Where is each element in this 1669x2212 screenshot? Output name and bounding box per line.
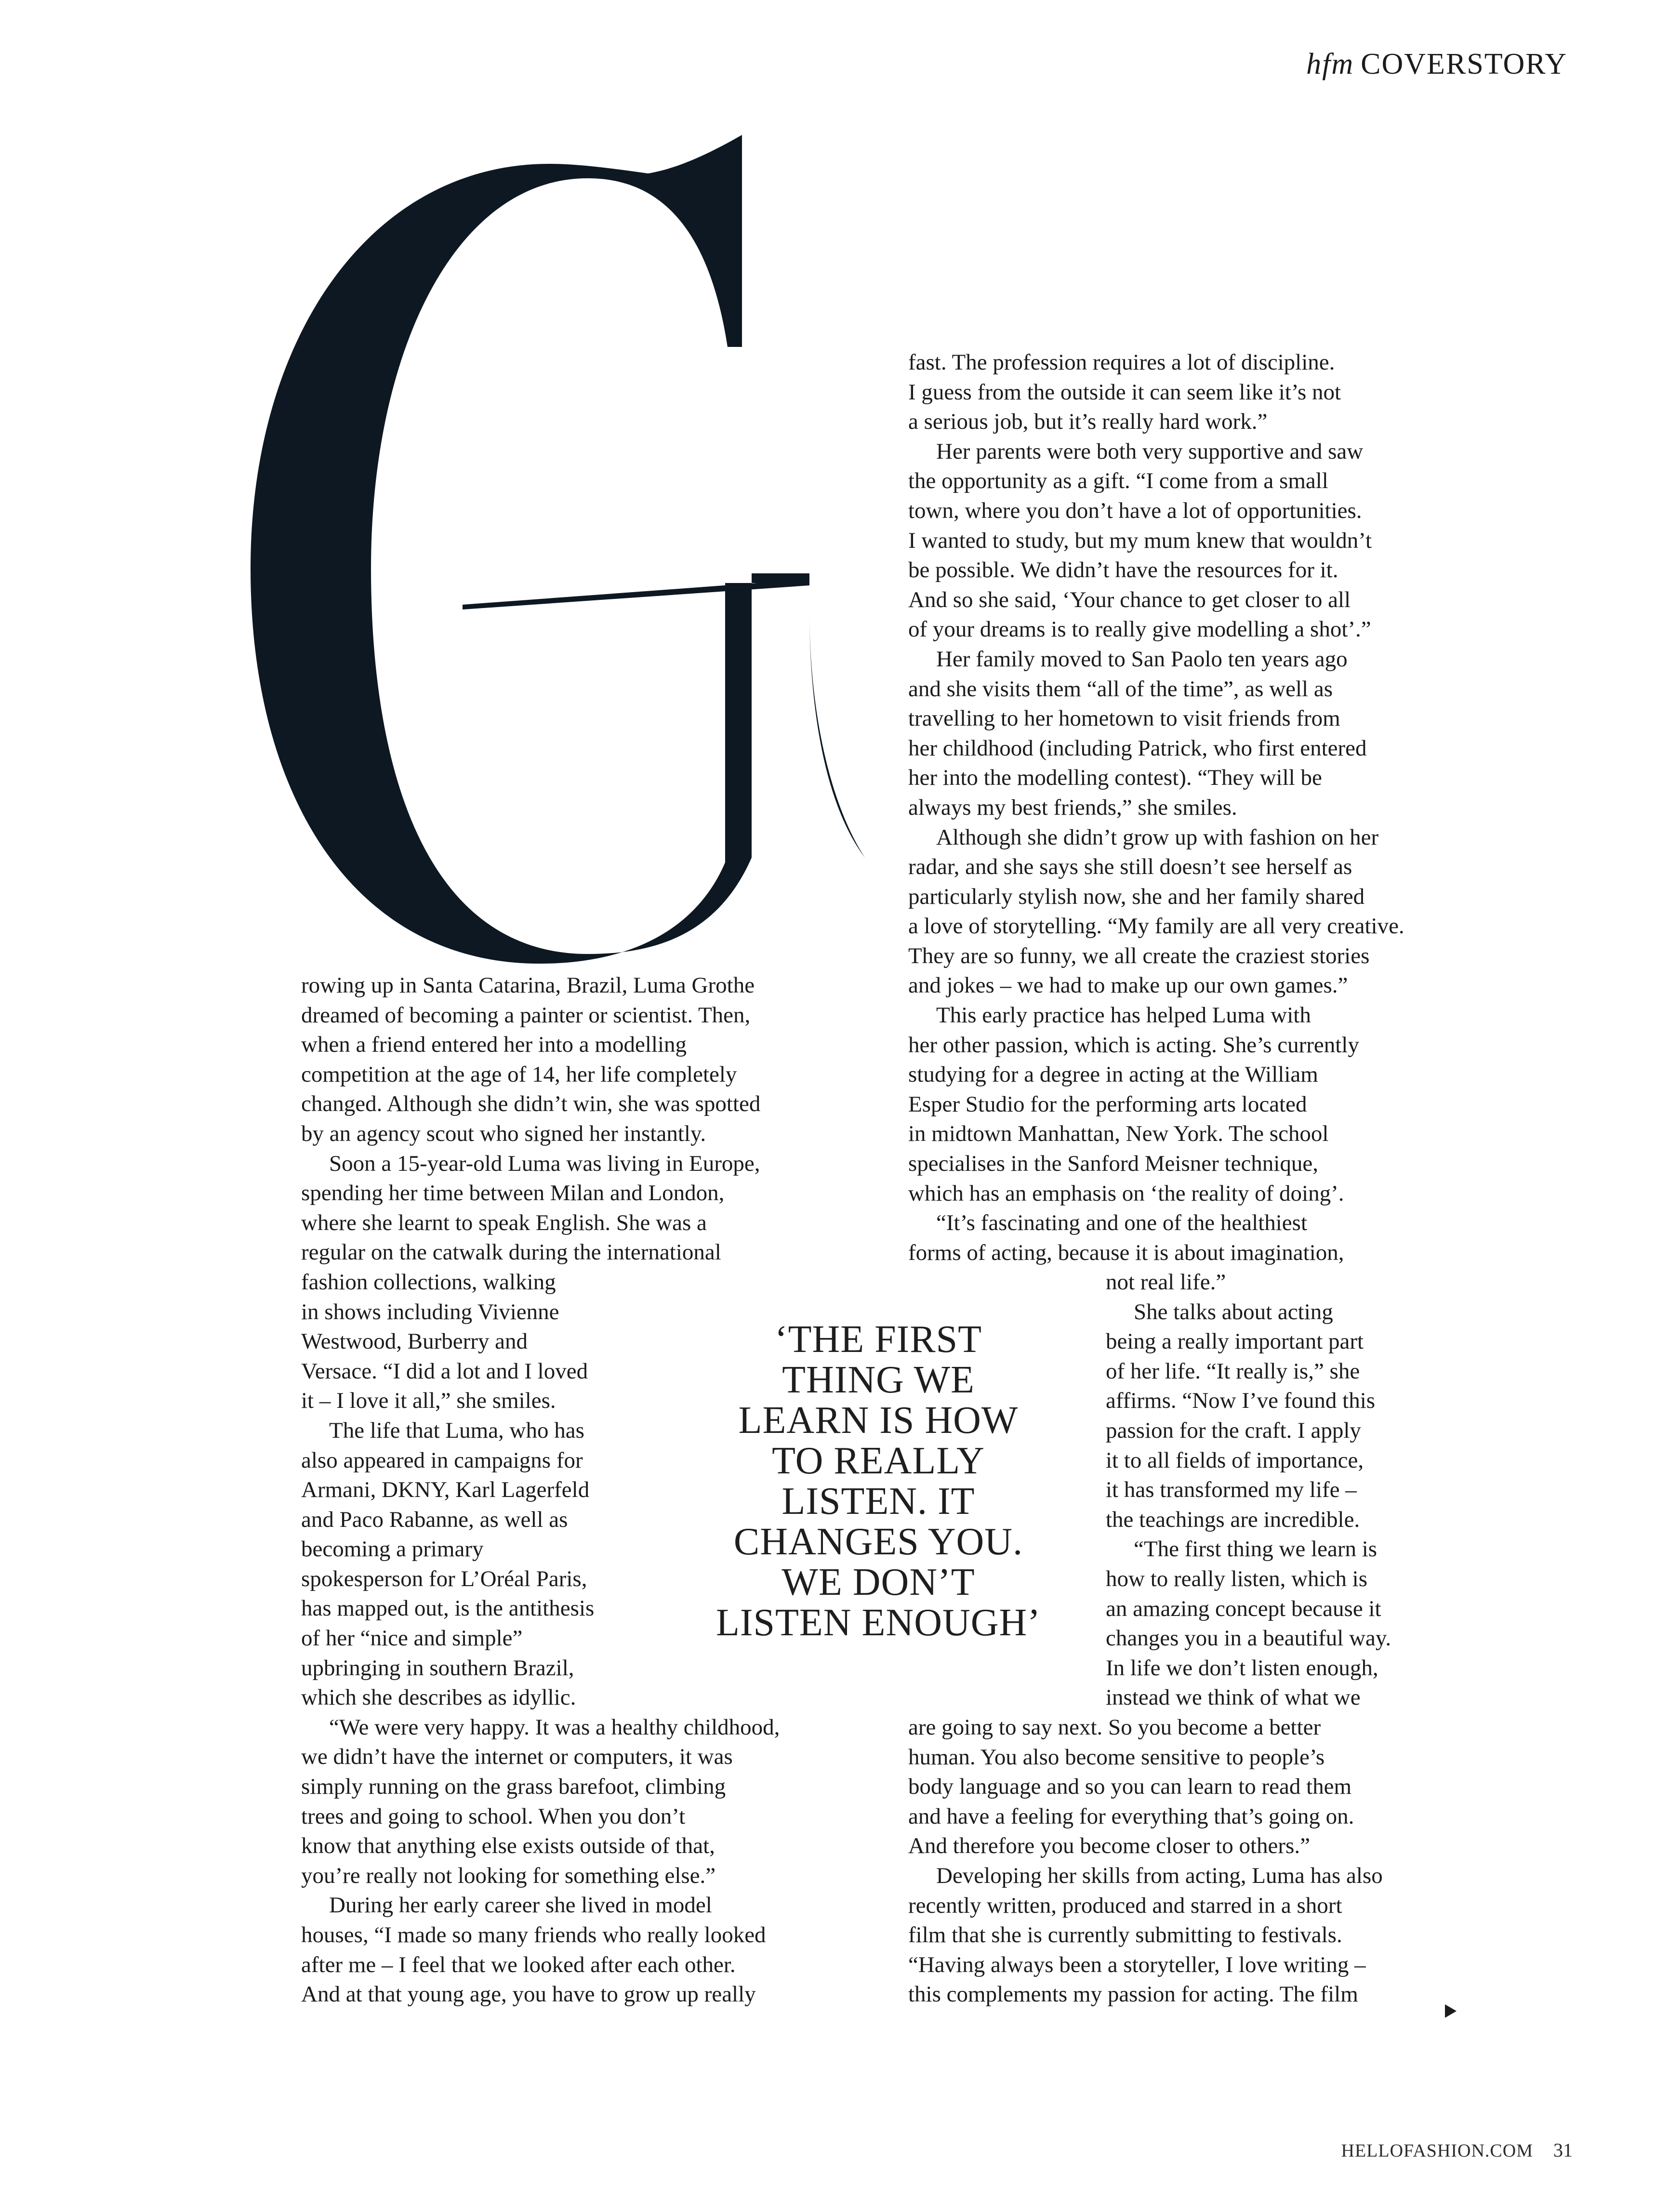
- pull-quote-line: ‘THE FIRST: [775, 1318, 982, 1361]
- text-line: not real life.”: [1106, 1270, 1226, 1295]
- pull-quote-line: LEARN IS HOW: [738, 1399, 1019, 1442]
- text-line: “We were very happy. It was a healthy childhood,: [329, 1714, 780, 1740]
- text-line: changed. Although she didn’t win, she was spotted: [301, 1091, 761, 1117]
- text-line: which has an emphasis on ‘the reality of doing’.: [908, 1180, 1344, 1206]
- text-line: regular on the catwalk during the international: [301, 1240, 721, 1265]
- text-line: changes you in a beautiful way.: [1106, 1626, 1391, 1651]
- text-line: Soon a 15-year-old Luma was living in Europe,: [329, 1151, 760, 1176]
- text-line: Esper Studio for the performing arts located: [908, 1091, 1307, 1117]
- text-line: and Paco Rabanne, as well as: [301, 1507, 568, 1532]
- text-line: after me – I feel that we looked after each other.: [301, 1952, 736, 1977]
- drop-cap-letter: [212, 135, 896, 1002]
- text-line: Armani, DKNY, Karl Lagerfeld: [301, 1477, 590, 1503]
- text-line: simply running on the grass barefoot, climbing: [301, 1774, 726, 1800]
- footer-site: HELLOFASHION.COM: [1341, 2141, 1533, 2161]
- text-line: fast. The profession requires a lot of discipline.: [908, 350, 1335, 375]
- text-line: her childhood (including Patrick, who first entered: [908, 735, 1367, 761]
- text-line: which she describes as idyllic.: [301, 1685, 576, 1710]
- text-line: when a friend entered her into a modelling: [301, 1032, 687, 1058]
- section-label: COVERSTORY: [1361, 48, 1567, 80]
- text-line: it – I love it all,” she smiles.: [301, 1388, 556, 1414]
- text-line: rowing up in Santa Catarina, Brazil, Luma Grothe: [301, 973, 755, 998]
- text-line: upbringing in southern Brazil,: [301, 1655, 574, 1681]
- text-line: passion for the craft. I apply: [1106, 1417, 1361, 1443]
- text-line: houses, “I made so many friends who really looked: [301, 1922, 766, 1947]
- text-line: of her “nice and simple”: [301, 1626, 523, 1651]
- text-line: She talks about acting: [1134, 1299, 1333, 1325]
- text-line: her other passion, which is acting. She’s currently: [908, 1032, 1359, 1058]
- article-column-right-wrap: [1106, 1268, 1391, 1713]
- text-line: competition at the age of 14, her life completely: [301, 1061, 737, 1087]
- text-line: a love of storytelling. “My family are all very creative.: [908, 914, 1404, 939]
- text-line: “The first thing we learn is: [1134, 1536, 1378, 1562]
- text-line: And so she said, ‘Your chance to get closer to all: [908, 587, 1351, 612]
- text-line: in shows including Vivienne: [301, 1299, 559, 1325]
- text-line: particularly stylish now, she and her family shared: [908, 884, 1365, 909]
- article-column-right-bottom: [908, 1713, 1383, 2010]
- text-line: and jokes – we had to make up our own games.”: [908, 973, 1348, 998]
- text-line: of her life. “It really is,” she: [1106, 1358, 1360, 1384]
- pull-quote-line: THING WE: [782, 1359, 975, 1401]
- text-line: know that anything else exists outside of that,: [301, 1833, 715, 1859]
- pull-quote-line: LISTEN ENOUGH’: [716, 1602, 1041, 1644]
- text-line: spending her time between Milan and London,: [301, 1180, 725, 1206]
- text-line: by an agency scout who signed her instantly.: [301, 1121, 706, 1146]
- text-line: it has transformed my life –: [1106, 1477, 1357, 1503]
- text-line: affirms. “Now I’ve found this: [1106, 1388, 1376, 1414]
- text-line: And therefore you become closer to others.”: [908, 1833, 1310, 1859]
- text-line: spokesperson for L’Oréal Paris,: [301, 1566, 587, 1591]
- text-line: human. You also become sensitive to people’s: [908, 1744, 1325, 1770]
- text-line: Although she didn’t grow up with fashion on her: [936, 824, 1379, 850]
- text-line: how to really listen, which is: [1106, 1566, 1368, 1591]
- text-line: They are so funny, we all create the craziest stories: [908, 943, 1370, 968]
- article-column-right-top: [908, 348, 1404, 1268]
- pull-quote-line: WE DON’T: [782, 1561, 975, 1603]
- text-line: of your dreams is to really give modelling a shot’.”: [908, 617, 1371, 642]
- text-line: the opportunity as a gift. “I come from a small: [908, 468, 1328, 494]
- text-line: The life that Luma, who has: [329, 1417, 584, 1443]
- text-line: being a really important part: [1106, 1329, 1364, 1354]
- text-line: her into the modelling contest). “They will be: [908, 765, 1322, 791]
- text-line: “It’s fascinating and one of the healthiest: [936, 1210, 1308, 1236]
- text-line: Her parents were both very supportive and saw: [936, 438, 1364, 464]
- text-line: During her early career she lived in model: [329, 1893, 712, 1918]
- text-line: And at that young age, you have to grow up really: [301, 1982, 756, 2007]
- text-line: I guess from the outside it can seem like it’s not: [908, 379, 1341, 405]
- text-line: in midtown Manhattan, New York. The school: [908, 1121, 1329, 1147]
- text-line: we didn’t have the internet or computers, it was: [301, 1744, 733, 1770]
- text-line: Westwood, Burberry and: [301, 1329, 528, 1354]
- text-line: film that she is currently submitting to festivals.: [908, 1922, 1342, 1948]
- text-line: Her family moved to San Paolo ten years ago: [936, 646, 1348, 672]
- text-line: forms of acting, because it is about imagination,: [908, 1240, 1344, 1265]
- brand-logo: hfm: [1306, 48, 1354, 80]
- text-line: studying for a degree in acting at the William: [908, 1062, 1318, 1087]
- text-line: “Having always been a storyteller, I love writing –: [908, 1952, 1366, 1977]
- text-line: and she visits them “all of the time”, as well as: [908, 676, 1333, 702]
- pull-quote: [707, 1319, 1049, 1643]
- text-line: In life we don’t listen enough,: [1106, 1655, 1378, 1681]
- text-line: you’re really not looking for something else.”: [301, 1863, 716, 1888]
- page-footer: [1341, 2139, 1573, 2161]
- text-line: where she learnt to speak English. She was a: [301, 1210, 707, 1235]
- page-number: 31: [1553, 2139, 1573, 2161]
- continue-arrow-icon: [1444, 2003, 1457, 2019]
- text-line: it to all fields of importance,: [1106, 1447, 1364, 1473]
- text-line: an amazing concept because it: [1106, 1596, 1381, 1621]
- text-line: instead we think of what we: [1106, 1685, 1361, 1710]
- pull-quote-line: TO REALLY: [772, 1440, 985, 1482]
- pull-quote-line: LISTEN. IT: [782, 1480, 975, 1523]
- text-line: Developing her skills from acting, Luma has also: [936, 1863, 1383, 1888]
- text-line: be possible. We didn’t have the resources for it.: [908, 557, 1338, 583]
- text-line: fashion collections, walking: [301, 1269, 556, 1295]
- text-line: trees and going to school. When you don’t: [301, 1803, 686, 1829]
- text-line: are going to say next. So you become a better: [908, 1715, 1321, 1740]
- text-line: and have a feeling for everything that’s going on.: [908, 1803, 1354, 1829]
- text-line: always my best friends,” she smiles.: [908, 795, 1237, 820]
- text-line: Versace. “I did a lot and I loved: [301, 1358, 588, 1384]
- text-line: the teachings are incredible.: [1106, 1507, 1360, 1532]
- text-line: becoming a primary: [301, 1536, 484, 1562]
- text-line: specialises in the Sanford Meisner technique,: [908, 1151, 1318, 1177]
- text-line: travelling to her hometown to visit friends from: [908, 706, 1340, 731]
- text-line: town, where you don’t have a lot of opportunities.: [908, 498, 1362, 523]
- text-line: This early practice has helped Luma with: [936, 1003, 1311, 1028]
- text-line: body language and so you can learn to read them: [908, 1774, 1352, 1800]
- text-line: recently written, produced and starred in a short: [908, 1893, 1342, 1918]
- text-line: radar, and she says she still doesn’t see herself as: [908, 854, 1352, 880]
- text-line: also appeared in campaigns for: [301, 1447, 583, 1473]
- pull-quote-line: CHANGES YOU.: [733, 1521, 1023, 1563]
- text-line: has mapped out, is the antithesis: [301, 1596, 595, 1621]
- section-header: [1306, 47, 1567, 81]
- drop-cap-shape: [251, 135, 865, 964]
- text-line: I wanted to study, but my mum knew that wouldn’t: [908, 528, 1372, 553]
- text-line: this complements my passion for acting. The film: [908, 1982, 1358, 2007]
- text-line: dreamed of becoming a painter or scientist. Then,: [301, 1002, 751, 1028]
- text-line: a serious job, but it’s really hard work.”: [908, 409, 1268, 435]
